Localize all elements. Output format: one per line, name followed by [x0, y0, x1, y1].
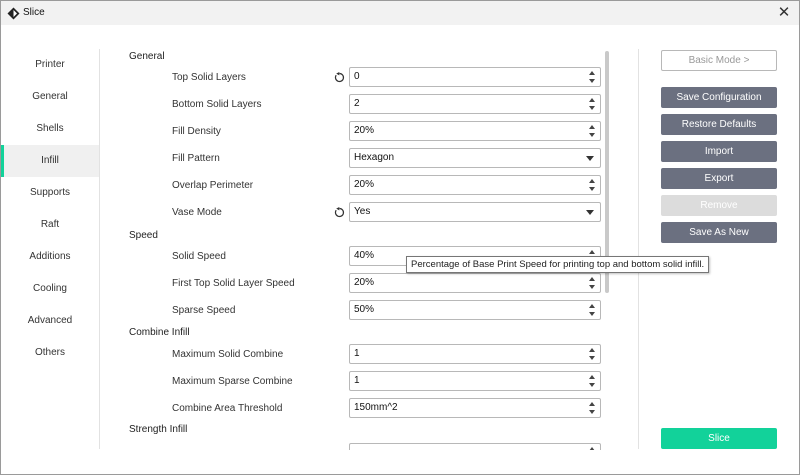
section-general-heading: General — [129, 51, 165, 62]
spinbox-arrows-icon[interactable] — [589, 124, 595, 138]
maximum-solid-combine-input[interactable]: 1 — [349, 344, 601, 364]
chevron-down-icon — [586, 156, 594, 161]
spinbox-arrows-icon[interactable] — [589, 401, 595, 415]
sidebar-item-cooling[interactable]: Cooling — [33, 283, 67, 294]
category-sidebar — [1, 49, 99, 369]
sidebar-item-general[interactable]: General — [32, 91, 68, 102]
top-solid-layers-label: Top Solid Layers — [172, 72, 246, 83]
fill-density-input[interactable]: 20% — [349, 121, 601, 141]
bottom-solid-layers-input[interactable]: 2 — [349, 94, 601, 114]
import-button[interactable]: Import — [661, 141, 777, 162]
reset-icon[interactable] — [334, 207, 345, 218]
spinbox-arrows-icon[interactable] — [589, 347, 595, 361]
maximum-sparse-combine-input[interactable]: 1 — [349, 371, 601, 391]
spinbox-arrows-icon[interactable] — [589, 374, 595, 388]
combine-area-threshold-label: Combine Area Threshold — [172, 403, 283, 414]
solid-speed-tooltip: Percentage of Base Print Speed for printing top and bottom solid infill. — [406, 256, 709, 273]
first-top-solid-layer-speed-input[interactable]: 20% — [349, 273, 601, 293]
close-icon: ✕ — [777, 4, 791, 21]
actions-divider — [638, 49, 639, 449]
reset-icon[interactable] — [334, 72, 345, 83]
app-logo-icon — [7, 7, 20, 20]
solid-speed-label: Solid Speed — [172, 251, 226, 262]
slice-button[interactable]: Slice — [661, 428, 777, 449]
spinbox-arrows-icon[interactable] — [589, 303, 595, 317]
maximum-solid-combine-label: Maximum Solid Combine — [172, 349, 284, 360]
spinbox-arrows-icon[interactable] — [589, 446, 595, 450]
solid-speed-input[interactable]: 40% — [349, 246, 601, 266]
basic-mode-button[interactable]: Basic Mode > — [661, 50, 777, 71]
vase-mode-label: Vase Mode — [172, 207, 222, 218]
section-combine-infill-heading: Combine Infill — [129, 327, 190, 338]
window-title: Slice — [23, 7, 45, 18]
overlap-perimeter-label: Overlap Perimeter — [172, 180, 254, 191]
sparse-speed-input[interactable]: 50% — [349, 300, 601, 320]
settings-panel[interactable] — [101, 45, 606, 450]
spinbox-arrows-icon[interactable] — [589, 178, 595, 192]
sidebar-item-advanced[interactable]: Advanced — [27, 315, 73, 326]
sidebar-item-others[interactable]: Others — [34, 347, 65, 358]
fill-pattern-label: Fill Pattern — [172, 153, 220, 164]
spinbox-arrows-icon[interactable] — [589, 97, 595, 111]
sidebar-item-shells[interactable]: Shells — [36, 123, 64, 134]
maximum-sparse-combine-label: Maximum Sparse Combine — [172, 376, 293, 387]
overlap-perimeter-input[interactable]: 20% — [349, 175, 601, 195]
section-speed-heading: Speed — [129, 230, 158, 241]
save-as-new-button[interactable]: Save As New — [661, 222, 777, 243]
sidebar-item-additions[interactable]: Additions — [29, 251, 71, 262]
export-button[interactable]: Export — [661, 168, 777, 189]
sparse-speed-label: Sparse Speed — [172, 305, 236, 316]
section-strength-infill-heading: Strength Infill — [129, 424, 188, 435]
title-bar — [1, 1, 799, 25]
sidebar-item-infill[interactable]: Infill — [1, 145, 99, 177]
strength-infill-input-partial[interactable] — [349, 443, 601, 450]
restore-defaults-button[interactable]: Restore Defaults — [661, 114, 777, 135]
fill-pattern-select[interactable]: Hexagon — [349, 148, 601, 168]
vase-mode-select[interactable]: Yes — [349, 202, 601, 222]
sidebar-item-raft[interactable]: Raft — [40, 219, 60, 230]
sidebar-item-supports[interactable]: Supports — [29, 187, 71, 198]
save-configuration-button[interactable]: Save Configuration — [661, 87, 777, 108]
sidebar-divider — [99, 49, 100, 449]
close-button[interactable] — [773, 3, 795, 23]
fill-density-label: Fill Density — [172, 126, 221, 137]
remove-button: Remove — [661, 195, 777, 216]
combine-area-threshold-input[interactable]: 150mm^2 — [349, 398, 601, 418]
spinbox-arrows-icon[interactable] — [589, 276, 595, 290]
sidebar-item-printer[interactable]: Printer — [35, 59, 65, 70]
chevron-down-icon — [586, 210, 594, 215]
top-solid-layers-input[interactable]: 0 — [349, 67, 601, 87]
bottom-solid-layers-label: Bottom Solid Layers — [172, 99, 262, 110]
first-top-solid-layer-speed-label: First Top Solid Layer Speed — [172, 278, 295, 289]
spinbox-arrows-icon[interactable] — [589, 70, 595, 84]
